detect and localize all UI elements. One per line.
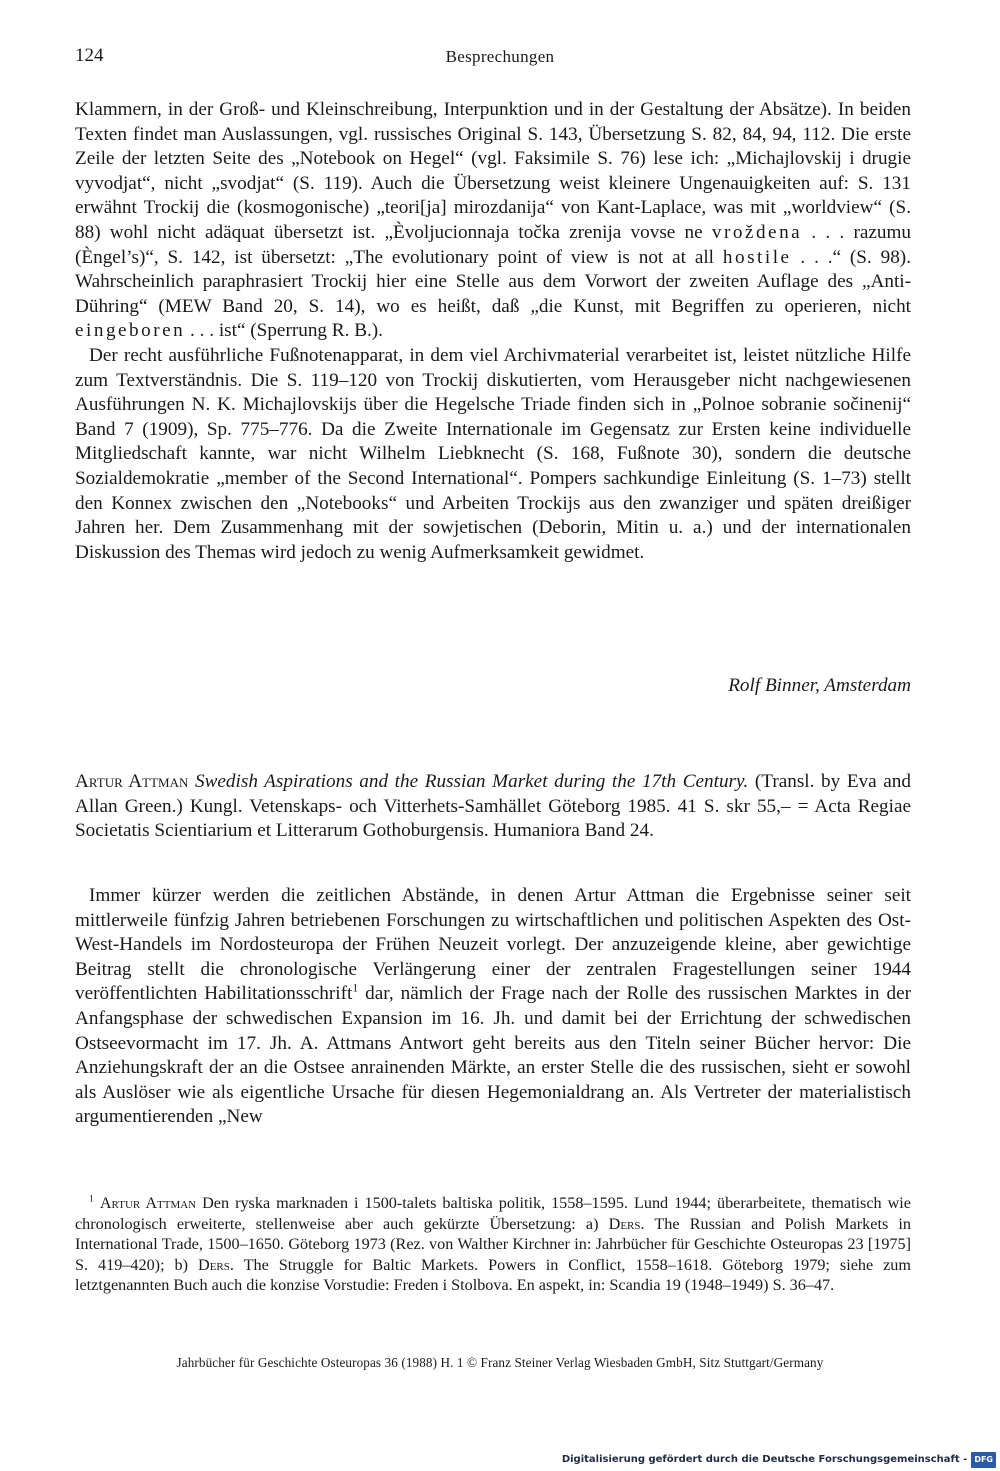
- spaced-word: vroždena: [711, 221, 803, 243]
- spaced-word: eingeboren: [75, 320, 186, 342]
- running-head: Besprechungen: [445, 47, 555, 66]
- bib-details: (Transl. by Eva and Allan Green.) Kungl. Vetenskaps- och Vitterhets-Samhället Göteborg 1985. 41 S. skr 55,– = Acta Regiae Societatis Scientiarium et Litterarum Gothoburgensis. Humaniora Band 24.: [75, 771, 911, 842]
- review-1-text: [75, 98, 911, 565]
- bib-author: Artur Attman: [75, 771, 189, 792]
- review-1-paragraph-2: Der recht ausführliche Fußnotenapparat, in dem viel Archivmaterial verarbeitet ist, leistet nützliche Hilfe zum Textverständnis. Die S. 119–120 von Trockij diskutierten, vom Herausgeber nicht nachgewiesenen Ausführungen N. K. Michajlovskijs über die Hegelsche Triade finden sich in „Polnoe sobranie sočinenij“ Band 7 (1909), Sp. 775–776. Da die Zweite Internationale im Gegensatz zur Ersten keine individuelle Mitgliedschaft kannte, war nicht Wilhelm Liebknecht (S. 168, Fußnote 30), sondern die deutsche Sozialdemokratie „member of the Second International“. Pompers sachkundige Einleitung (S. 1–73) stellt den Konnex zwischen den „Notebooks“ und Arbeiten Trockijs aus den zwanziger und späten dreißiger Jahren her. Dem Zusammenhang mit der sowjetischen (Deborin, Mitin u. a.) und der internationalen Diskussion des Themas wird jedoch zu wenig Aufmerksamkeit gewidmet.: [75, 344, 911, 563]
- footnote-marker: 1: [89, 1193, 94, 1205]
- review-2-paragraph-1: Immer kürzer werden die zeitlichen Abstände, in denen Artur Attman die Ergebnisse seiner seit mittlerweile fünfzig Jahren betriebenen Forschungen zu wirtschaftlichen und politischen Aspekten des Ost-West-Handels im Nordosteuropa der Frühen Neuzeit vorlegt. Der anzuzeigende kleine, aber gewichtige Beitrag stellt die chronologische Verlängerung einer der zentralen Fragestellungen seiner 1944 veröffentlichten Habilitationsschrift$^1$ dar, nämlich der Frage nach der Rolle des russischen Marktes in der Anfangsphase der schwedischen Expansion im 16. Jh. und damit bei der Errichtung der schwedischen Ostseevormacht im 17. Jh. A. Attmans Antwort geht bereits aus den Titeln seiner Bücher hervor: Die Anziehungskraft der an die Ostsee anrainenden Märkte, an erster Stelle die des russischen, sieht er sowohl als Auslöser wie als eigentliche Ursache für diesen Hegemonialdrang an. Als Vertreter der materialistisch argumentierenden „New: [75, 885, 911, 1128]
- page-number: 124: [75, 45, 104, 66]
- footnote: $^1$ Artur Attman Den ryska marknaden i 1500-talets baltiska politik, 1558–1595. Lund 1944; überarbeitete, thematisch wie chronologisch erweiterte, stellenweise aber auch gekürzte Übersetzung: a) Ders. The Russian and Polish Markets in International Trade, 1500–1650. Göteborg 1973 (Rez. von Walther Kirchner in: Jahrbücher für Geschichte Osteuropas 23 [1975] S. 419–420); b) Ders. The Struggle for Baltic Markets. Powers in Conflict, 1558–1618. Göteborg 1979; siehe zum letztgenannten Buch auch die konzise Vorstudie: Freden i Stolbova. En aspekt, in: Scandia 19 (1948–1949) S. 36–47.: [75, 1193, 911, 1295]
- journal-footer: Jahrbücher für Geschichte Osteuropas 36 (1988) H. 1 © Franz Steiner Verlag Wiesbaden GmbH, Sitz Stuttgart/Germany: [176, 1355, 824, 1370]
- spaced-word: hostile: [722, 246, 792, 268]
- bibliographic-entry: [75, 770, 911, 844]
- dfg-text: Digitalisierung gefördert durch die Deutsche Forschungsgemeinschaft -: [561, 1454, 968, 1465]
- review-2-text: [75, 884, 911, 1130]
- bib-title: Swedish Aspirations and the Russian Market during the 17th Century.: [195, 771, 749, 792]
- dfg-banner: [562, 1452, 996, 1468]
- dfg-logo-icon: DFG: [971, 1452, 996, 1468]
- review-1-paragraph-1: Klammern, in der Groß- und Kleinschreibung, Interpunktion und in der Gestaltung der Absätze). In beiden Texten findet man Auslassungen, vgl. russisches Original S. 143, Übersetzung S. 82, 84, 94, 112. Die erste Zeile der letzten Seite des „Notebook on Hegel“ (vgl. Faksimile S. 76) lese ich: „Michajlovskij i drugie vyvodjat“, nicht „svodjat“ (S. 119). Auch die Übersetzung weist kleinere Ungenauigkeiten auf: S. 131 erwähnt Trockij die (kosmogonische) „teori[ja] mirozdanija“ von Kant-Laplace, was mit „worldview“ (S. 88) wohl nicht adäquat übersetzt ist. „Èvoljucionnaja točka zrenija vovse ne vroždena . . . razumu (Èngel’s)“, S. 142, ist übersetzt: „The evolutionary point of view is not at all hostile . . .“ (S. 98). Wahrscheinlich paraphrasiert Trockij hier eine Stelle aus dem Vorwort der zweiten Auflage des „Anti-Dühring“ (MEW Band 20, S. 14), wo es heißt, daß „die Kunst, mit Begriffen zu operieren, nicht eingeboren . . . ist“ (Sperrung R. B.).: [75, 99, 911, 342]
- reviewer-signature: Rolf Binner, Amsterdam: [728, 675, 911, 696]
- footnote-reference: 1: [352, 982, 359, 995]
